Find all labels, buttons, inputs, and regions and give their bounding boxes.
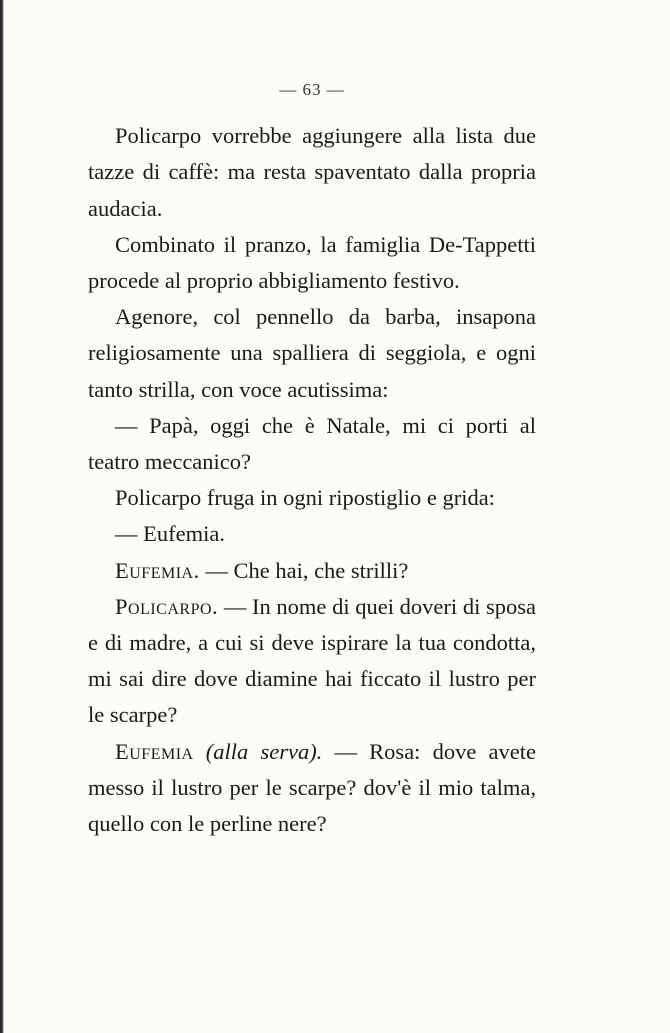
speaker-name: Eufemia <box>115 738 194 764</box>
paragraph-text: — Rosa: dove avete messo il lustro per le scarpe? dov'è il mio talma, quello con le perline nere? <box>88 738 536 837</box>
paragraph <box>88 299 536 408</box>
paragraph-text: Policarpo vorrebbe aggiungere alla lista due tazze di caffè: ma resta spaventato dalla propria audacia. <box>88 123 536 221</box>
paragraph-text: — Papà, oggi che è Natale, mi ci porti al teatro meccanico? <box>88 412 536 475</box>
paragraph <box>88 118 536 227</box>
paragraph-text: Agenore, col pennello da barba, insapona religiosamente una spalliera di seggiola, e ogni tanto strilla, con voce acutissima: <box>88 304 536 402</box>
dialogue-line <box>88 408 536 480</box>
stage-direction: (alla serva). <box>205 738 323 764</box>
page-number: — 63 — <box>279 80 345 99</box>
page-left-edge <box>0 0 4 1033</box>
speaker-name: Policarpo. <box>115 593 219 619</box>
book-page <box>88 72 536 842</box>
dialogue-line <box>88 589 536 734</box>
paragraph <box>88 227 536 299</box>
paragraph-text: — Eufemia. <box>115 521 225 547</box>
paragraph-text: Policarpo fruga in ogni ripostiglio e grida: <box>115 485 495 511</box>
dialogue-line <box>88 734 536 843</box>
speaker-name: Eufemia. <box>115 557 200 583</box>
dialogue-line <box>88 553 536 589</box>
paragraph-text: Combinato il pranzo, la famiglia De-Tappetti procede al proprio abbigliamento festivo. <box>88 231 536 294</box>
paragraph <box>88 480 536 516</box>
paragraph-text: — In nome di quei doveri di sposa e di madre, a cui si deve ispirare la tua condotta, mi sai dire dove diamine hai ficcato il lustro per le scarpe? <box>88 593 536 728</box>
paragraph-text: — Che hai, che strilli? <box>199 557 409 583</box>
dialogue-line <box>88 516 536 552</box>
